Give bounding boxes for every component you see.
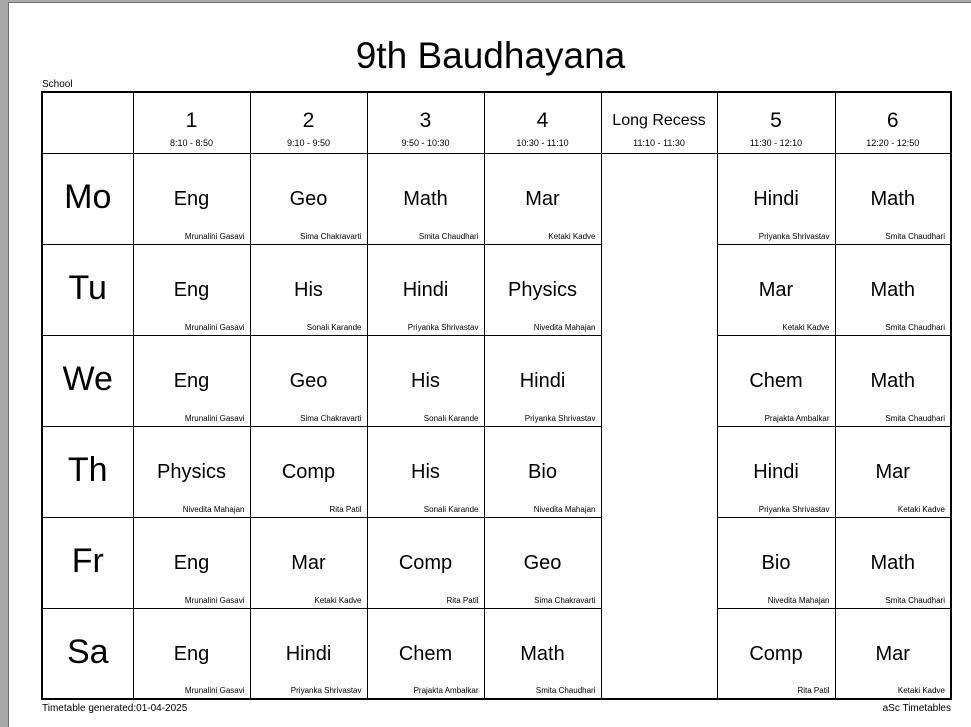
lesson-cell <box>717 517 835 608</box>
subject-name: Mar <box>291 551 326 574</box>
period-time: 11:30 - 12:10 <box>749 138 803 148</box>
lesson-cell <box>133 517 250 608</box>
subject-name: Comp <box>398 551 453 574</box>
subject-name: Math <box>870 369 915 392</box>
lesson-cell <box>367 244 484 335</box>
subject-name: Hindi <box>519 369 566 392</box>
day-row <box>42 608 951 699</box>
subject-name: Physics <box>508 278 577 301</box>
teacher-name: Ketaki Kadve <box>897 504 945 514</box>
lesson-cell <box>250 608 367 699</box>
teacher-name: Mrunalini Gasavi <box>184 413 245 423</box>
teacher-name: Rita Patil <box>329 504 362 514</box>
day-row <box>42 244 951 335</box>
subject-name: Mar <box>758 278 794 301</box>
lesson-cell <box>835 517 951 608</box>
subject-name: Chem <box>398 642 453 665</box>
teacher-name: Priyanka Shrivastav <box>758 504 830 514</box>
timetable-grid <box>41 91 952 700</box>
teacher-name: Smita Chaudhari <box>885 322 945 332</box>
teacher-name: Mrunalini Gasavi <box>184 595 245 605</box>
subject-name: Physics <box>157 460 226 483</box>
day-row <box>42 426 951 517</box>
teacher-name: Smita Chaudhari <box>885 413 945 423</box>
subject-name: Mar <box>875 460 910 483</box>
lesson-cell <box>250 244 367 335</box>
lesson-cell <box>367 335 484 426</box>
period-number: 3 <box>419 109 432 132</box>
day-cell <box>42 244 133 335</box>
subject-name: Chem <box>749 369 803 392</box>
lesson-cell <box>717 335 835 426</box>
subject-name: Math <box>403 187 448 210</box>
subject-name: Bio <box>761 551 791 574</box>
period-time: 8:10 - 8:50 <box>169 138 214 148</box>
period-header <box>717 92 835 153</box>
teacher-name: Nivedita Mahajan <box>767 595 830 605</box>
lesson-cell <box>717 426 835 517</box>
teacher-name: Mrunalini Gasavi <box>184 322 245 332</box>
day-cell <box>42 517 133 608</box>
lesson-cell <box>484 153 601 244</box>
period-time: 10:30 - 11:10 <box>516 138 569 148</box>
subject-name: Math <box>520 642 565 665</box>
lesson-cell <box>835 335 951 426</box>
page-title: 9th Baudhayana <box>355 35 626 76</box>
teacher-name: Smita Chaudhari <box>885 231 945 241</box>
period-number: 2 <box>302 109 315 132</box>
subject-name: Hindi <box>285 642 332 665</box>
lesson-cell <box>133 153 250 244</box>
lesson-cell <box>133 426 250 517</box>
period-number: 6 <box>886 109 899 132</box>
day-label: Fr <box>71 541 104 580</box>
day-label: Mo <box>64 177 112 216</box>
period-number: 5 <box>770 109 782 132</box>
lesson-cell <box>835 608 951 699</box>
subject-name: Eng <box>173 369 210 392</box>
teacher-name: Priyanka Shrivastav <box>758 231 830 241</box>
teacher-name: Sonali Karande <box>423 413 479 423</box>
teacher-name: Sima Chakravarti <box>534 595 596 605</box>
recess-column <box>601 153 717 699</box>
teacher-name: Smita Chaudhari <box>535 686 596 695</box>
lesson-cell <box>717 153 835 244</box>
lesson-cell <box>484 335 601 426</box>
teacher-name: Priyanka Shrivastav <box>524 413 596 423</box>
subject-name: Comp <box>749 642 803 665</box>
day-row <box>42 335 951 426</box>
teacher-name: Prajakta Ambalkar <box>413 686 479 695</box>
period-header <box>367 92 484 153</box>
subject-name: Math <box>870 278 915 301</box>
period-time: 9:10 - 9:50 <box>286 138 331 148</box>
lesson-cell <box>133 244 250 335</box>
period-header <box>484 92 601 153</box>
subject-name: His <box>411 369 440 392</box>
subject-name: Hindi <box>753 460 799 483</box>
subject-name: Geo <box>289 187 328 210</box>
header-row <box>42 92 951 153</box>
subject-name: Geo <box>523 551 562 574</box>
subject-name: Eng <box>173 642 210 665</box>
subject-name: Eng <box>173 187 210 210</box>
lesson-cell <box>484 608 601 699</box>
day-label: Th <box>67 450 108 489</box>
lesson-cell <box>250 517 367 608</box>
teacher-name: Ketaki Kadve <box>314 595 362 605</box>
day-label: Sa <box>66 632 109 671</box>
teacher-name: Nivedita Mahajan <box>533 504 596 514</box>
period-number: 1 <box>185 109 198 132</box>
teacher-name: Sima Chakravarti <box>300 231 362 241</box>
teacher-name: Sonali Karande <box>306 322 362 332</box>
teacher-name: Nivedita Mahajan <box>182 504 245 514</box>
day-cell <box>42 153 133 244</box>
lesson-cell <box>133 608 250 699</box>
brand-label: aSc Timetables <box>882 703 951 714</box>
lesson-cell <box>250 335 367 426</box>
teacher-name: Mrunalini Gasavi <box>184 231 245 241</box>
lesson-cell <box>250 153 367 244</box>
lesson-cell <box>717 244 835 335</box>
period-number: 4 <box>536 109 549 132</box>
day-label: Tu <box>68 268 107 307</box>
teacher-name: Sonali Karande <box>423 504 479 514</box>
subject-name: Hindi <box>402 278 449 301</box>
generated-date: Timetable generated:01-04-2025 <box>42 703 188 714</box>
teacher-name: Rita Patil <box>446 595 479 605</box>
lesson-cell <box>835 426 951 517</box>
subject-name: Math <box>870 551 915 574</box>
period-header <box>835 92 951 153</box>
subject-name: Math <box>870 187 915 210</box>
day-label: We <box>62 359 113 398</box>
teacher-name: Priyanka Shrivastav <box>290 686 362 695</box>
subject-name: Bio <box>528 460 557 483</box>
teacher-name: Smita Chaudhari <box>885 595 945 605</box>
lesson-cell <box>484 244 601 335</box>
period-header <box>250 92 367 153</box>
day-row <box>42 153 951 244</box>
lesson-cell <box>367 426 484 517</box>
recess-header <box>601 92 717 153</box>
day-cell <box>42 335 133 426</box>
teacher-name: Ketaki Kadve <box>897 686 945 695</box>
timetable-page <box>8 2 971 727</box>
subject-name: Eng <box>173 278 210 301</box>
recess-time: 11:10 - 11:30 <box>633 138 685 148</box>
lesson-cell <box>484 517 601 608</box>
subject-name: Mar <box>525 187 560 210</box>
teacher-name: Ketaki Kadve <box>548 231 596 241</box>
day-row <box>42 517 951 608</box>
school-label: School <box>42 79 73 90</box>
subject-name: Mar <box>875 642 910 665</box>
lesson-cell <box>133 335 250 426</box>
lesson-cell <box>835 244 951 335</box>
teacher-name: Smita Chaudhari <box>418 231 479 241</box>
recess-label: Long Recess <box>612 112 706 129</box>
lesson-cell <box>367 608 484 699</box>
lesson-cell <box>484 426 601 517</box>
period-time: 12:20 - 12:50 <box>866 138 920 148</box>
lesson-cell <box>835 153 951 244</box>
lesson-cell <box>250 426 367 517</box>
subject-name: His <box>294 278 323 301</box>
day-cell <box>42 426 133 517</box>
day-cell <box>42 608 133 699</box>
subject-name: Comp <box>281 460 336 483</box>
subject-name: Geo <box>289 369 328 392</box>
subject-name: Eng <box>173 551 210 574</box>
teacher-name: Ketaki Kadve <box>782 322 830 332</box>
lesson-cell <box>367 153 484 244</box>
teacher-name: Rita Patil <box>797 686 830 695</box>
period-header <box>133 92 250 153</box>
subject-name: Hindi <box>753 187 799 210</box>
teacher-name: Nivedita Mahajan <box>533 322 596 332</box>
lesson-cell <box>717 608 835 699</box>
subject-name: His <box>411 460 440 483</box>
lesson-cell <box>367 517 484 608</box>
teacher-name: Sima Chakravarti <box>300 413 362 423</box>
teacher-name: Mrunalini Gasavi <box>184 686 245 695</box>
teacher-name: Priyanka Shrivastav <box>407 322 479 332</box>
period-time: 9:50 - 10:30 <box>401 138 450 148</box>
teacher-name: Prajakta Ambalkar <box>764 413 830 423</box>
corner-cell <box>42 92 133 153</box>
